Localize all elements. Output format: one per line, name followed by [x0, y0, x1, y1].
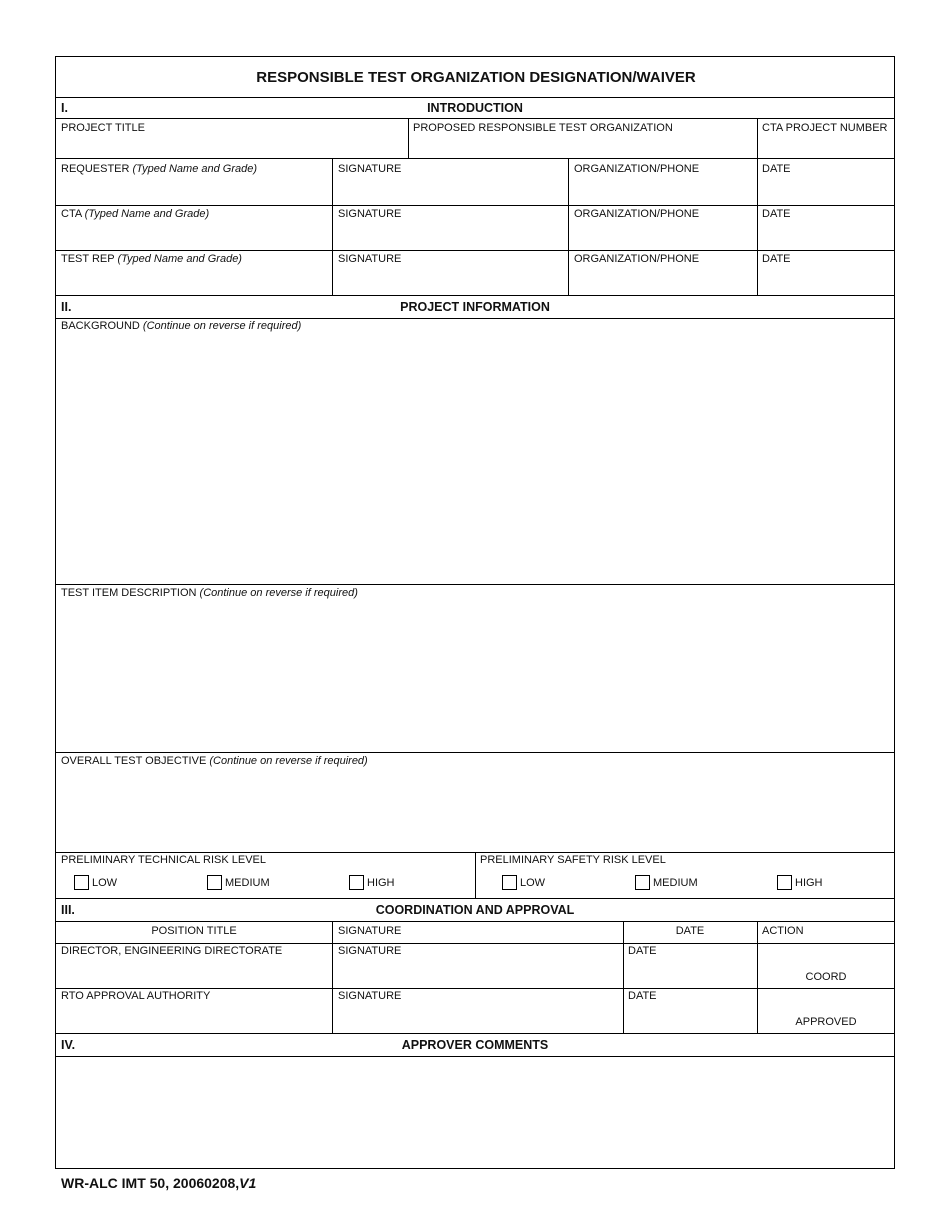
section-4-numeral: IV. [61, 1038, 76, 1052]
requester-date-label: DATE [762, 163, 791, 175]
cta-name-field[interactable] [56, 220, 332, 248]
technical-risk-medium-checkbox[interactable] [207, 875, 222, 890]
technical-risk-low-checkbox[interactable] [74, 875, 89, 890]
safety-risk-label: PRELIMINARY SAFETY RISK LEVEL [480, 854, 666, 866]
technical-risk-medium-label: MEDIUM [225, 877, 270, 889]
form-title: RESPONSIBLE TEST ORGANIZATION DESIGNATION/WAIVER [256, 69, 696, 86]
divider [757, 158, 758, 295]
requester-label: REQUESTER (Typed Name and Grade) [61, 163, 258, 175]
divider [56, 205, 894, 206]
requester-date-field[interactable] [758, 175, 894, 203]
director-action-value: COORD [805, 971, 847, 983]
rto-authority-signature-field[interactable] [333, 1002, 622, 1032]
divider [332, 921, 333, 1033]
director-position-label: DIRECTOR, ENGINEERING DIRECTORATE [61, 945, 283, 957]
test-rep-signature-label: SIGNATURE [338, 253, 402, 265]
divider [56, 118, 894, 119]
rto-authority-position-label: RTO APPROVAL AUTHORITY [61, 990, 211, 1002]
rto-authority-date-field[interactable] [624, 1002, 757, 1032]
cta-signature-field[interactable] [333, 220, 568, 248]
divider [56, 158, 894, 159]
project-title-label: PROJECT TITLE [61, 122, 145, 134]
divider [475, 852, 476, 898]
safety-risk-low-checkbox[interactable] [502, 875, 517, 890]
rto-authority-date-label: DATE [628, 990, 657, 1002]
test-rep-name-field[interactable] [56, 265, 332, 293]
cta-signature-label: SIGNATURE [338, 208, 402, 220]
divider [56, 250, 894, 251]
divider [56, 1033, 894, 1034]
section-1-numeral: I. [61, 101, 68, 115]
technical-risk-label: PRELIMINARY TECHNICAL RISK LEVEL [61, 854, 266, 866]
divider [56, 921, 894, 922]
section-3-numeral: III. [61, 903, 75, 917]
date-column-header: DATE [675, 925, 705, 937]
rto-authority-signature-label: SIGNATURE [338, 990, 402, 1002]
divider [568, 158, 569, 295]
technical-risk-low-label: LOW [92, 877, 118, 889]
cta-label: CTA (Typed Name and Grade) [61, 208, 210, 220]
divider [56, 97, 894, 98]
requester-name-field[interactable] [56, 175, 332, 203]
divider [56, 295, 894, 296]
cta-project-number-label: CTA PROJECT NUMBER [762, 122, 888, 134]
cta-date-label: DATE [762, 208, 791, 220]
test-rep-date-label: DATE [762, 253, 791, 265]
cta-date-field[interactable] [758, 220, 894, 248]
requester-signature-field[interactable] [333, 175, 568, 203]
action-column-header: ACTION [762, 925, 804, 937]
divider [332, 158, 333, 295]
test-rep-org-phone-field[interactable] [569, 265, 757, 293]
cta-org-phone-label: ORGANIZATION/PHONE [574, 208, 700, 220]
divider [56, 898, 894, 899]
safety-risk-high-checkbox[interactable] [777, 875, 792, 890]
cta-project-number-field[interactable] [758, 132, 894, 158]
safety-risk-low-label: LOW [520, 877, 546, 889]
background-field[interactable] [56, 333, 894, 583]
test-rep-signature-field[interactable] [333, 265, 568, 293]
director-date-field[interactable] [624, 957, 757, 987]
safety-risk-high-label: HIGH [795, 877, 823, 889]
safety-risk-medium-label: MEDIUM [653, 877, 698, 889]
requester-signature-label: SIGNATURE [338, 163, 402, 175]
background-label: BACKGROUND (Continue on reverse if required) [61, 320, 302, 332]
proposed-rto-field[interactable] [409, 132, 757, 158]
divider [757, 921, 758, 1033]
rto-authority-action-value: APPROVED [795, 1016, 857, 1028]
cta-org-phone-field[interactable] [569, 220, 757, 248]
test-item-description-field[interactable] [56, 600, 894, 751]
requester-org-phone-field[interactable] [569, 175, 757, 203]
form-number-footer: WR-ALC IMT 50, 20060208,V1 [61, 1175, 257, 1191]
overall-test-objective-field[interactable] [56, 768, 894, 851]
form-frame [55, 56, 895, 1169]
test-rep-org-phone-label: ORGANIZATION/PHONE [574, 253, 700, 265]
director-date-label: DATE [628, 945, 657, 957]
divider [56, 943, 894, 944]
section-2-numeral: II. [61, 300, 72, 314]
section-4-heading: APPROVER COMMENTS [401, 1038, 549, 1052]
divider [56, 752, 894, 753]
technical-risk-high-label: HIGH [367, 877, 395, 889]
proposed-rto-label: PROPOSED RESPONSIBLE TEST ORGANIZATION [413, 122, 673, 134]
signature-column-header: SIGNATURE [338, 925, 402, 937]
section-3-heading: COORDINATION AND APPROVAL [375, 903, 575, 917]
divider [56, 584, 894, 585]
section-2-heading: PROJECT INFORMATION [400, 300, 550, 314]
section-1-heading: INTRODUCTION [427, 101, 523, 115]
requester-org-phone-label: ORGANIZATION/PHONE [574, 163, 700, 175]
overall-test-objective-label: OVERALL TEST OBJECTIVE (Continue on reverse if required) [61, 755, 368, 767]
safety-risk-medium-checkbox[interactable] [635, 875, 650, 890]
director-signature-field[interactable] [333, 957, 622, 987]
divider [56, 318, 894, 319]
project-title-field[interactable] [56, 132, 408, 158]
divider [56, 988, 894, 989]
test-rep-label: TEST REP (Typed Name and Grade) [61, 253, 242, 265]
technical-risk-high-checkbox[interactable] [349, 875, 364, 890]
divider [623, 921, 624, 1033]
position-title-column-header: POSITION TITLE [151, 925, 237, 937]
test-rep-date-field[interactable] [758, 265, 894, 293]
director-signature-label: SIGNATURE [338, 945, 402, 957]
test-item-description-label: TEST ITEM DESCRIPTION (Continue on reverse if required) [61, 587, 358, 599]
form-version: V1 [239, 1175, 257, 1191]
approver-comments-field[interactable] [56, 1057, 894, 1167]
